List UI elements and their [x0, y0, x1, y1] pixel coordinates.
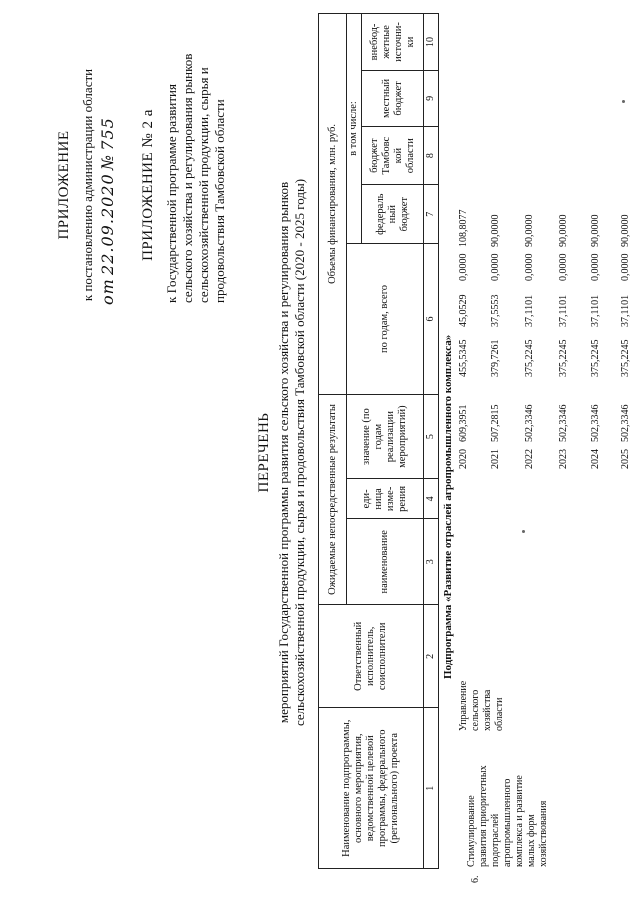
- header-col1: Наименование подпрограммы, основного мероприятия, ведомственной целевой программы, федерального (регионального) проекта: [319, 708, 424, 869]
- total-cell: 609,3951: [458, 404, 469, 442]
- col-number: 6: [424, 244, 439, 395]
- total-cell: 502,3346: [524, 404, 535, 442]
- header-col2: Ответственный исполнитель, соисполнители: [319, 605, 424, 708]
- col-number: 5: [424, 394, 439, 478]
- annex2-line: продовольствия Тамбовской области: [212, 99, 227, 303]
- annex2-line: сельского хозяйства и регулирования рынков: [180, 53, 195, 303]
- local-cell: 0,0000: [620, 253, 631, 281]
- row-executor: Управление сельского хозяйства области: [458, 680, 505, 731]
- annex2-line: сельскохозяйственной продукции, сырья и: [196, 67, 211, 303]
- date-handwritten: 22.09.2020: [98, 173, 117, 275]
- date-prefix: от: [98, 278, 117, 305]
- annex2-lines: [164, 13, 228, 303]
- year-cell: 2020: [458, 449, 469, 469]
- row-number: 6.: [470, 875, 481, 883]
- subprogram-title: Подпрограмма «Развитие отраслей агропромышленного комплекса»: [442, 334, 454, 679]
- federal-cell: 375,2245: [590, 339, 601, 377]
- year-cell: 2021: [490, 449, 501, 469]
- header-col7: федераль ный бюджет: [362, 185, 424, 244]
- header-col6: по годам, всего: [347, 244, 424, 395]
- federal-cell: 375,2245: [524, 339, 535, 377]
- total-cell: 507,2815: [490, 404, 501, 442]
- extra-cell: 90,0000: [524, 214, 535, 247]
- col-number: 7: [424, 185, 439, 244]
- header-col3: наименование: [347, 519, 424, 605]
- row-name: Стимулирование развития приоритетных подотраслей агропромышленного комплекса и развитие малых форм хозяйствования: [466, 765, 549, 867]
- list-title: ПЕРЕЧЕНЬ: [256, 412, 272, 493]
- regional-cell: 37,1101: [590, 294, 601, 327]
- header-col10: внебюд- жетные источни- ки: [362, 14, 424, 71]
- extra-cell: 90,0000: [620, 214, 631, 247]
- scan-dot: [622, 100, 625, 103]
- col-number: 10: [424, 14, 439, 71]
- header-col4: еди- ница изме- рения: [347, 479, 424, 519]
- local-cell: 0,0000: [558, 253, 569, 281]
- regional-cell: 37,1101: [558, 294, 569, 327]
- col-number: 2: [424, 605, 439, 708]
- total-cell: 502,3346: [558, 404, 569, 442]
- year-cell: 2025: [620, 449, 631, 469]
- annex-title: ПРИЛОЖЕНИЕ: [56, 130, 72, 240]
- col-number: 3: [424, 519, 439, 605]
- regional-cell: 37,5553: [490, 294, 501, 327]
- extra-cell: 90,0000: [590, 214, 601, 247]
- federal-cell: 375,2245: [558, 339, 569, 377]
- number-prefix: №: [98, 153, 117, 171]
- local-cell: 0,0000: [458, 253, 469, 281]
- annex2-line: к Государственной программе развития: [164, 84, 179, 303]
- extra-cell: 90,0000: [558, 214, 569, 247]
- header-including: в том числе:: [347, 14, 362, 244]
- header-col8: бюджет Тамбовс кой области: [362, 126, 424, 184]
- col-number: 8: [424, 126, 439, 184]
- header-col9: местный бюджет: [362, 70, 424, 126]
- list-subtitle-2: сельскохозяйственной продукции, сырья и продовольствия Тамбовской области (2020 - 2025 годы): [292, 178, 307, 727]
- local-cell: 0,0000: [490, 253, 501, 281]
- number-handwritten: 755: [98, 117, 117, 151]
- local-cell: 0,0000: [524, 253, 535, 281]
- list-subtitle-1: мероприятий Государственной программы развития сельского хозяйства и регулирования рынков: [276, 181, 291, 724]
- col-number: 4: [424, 479, 439, 519]
- total-cell: 502,3346: [590, 404, 601, 442]
- regional-cell: 37,1101: [620, 294, 631, 327]
- extra-cell: 90,0000: [490, 214, 501, 247]
- annex-line1: к постановлению администрации области: [80, 68, 95, 302]
- regional-cell: 37,1101: [524, 294, 535, 327]
- col-number: 9: [424, 70, 439, 126]
- local-cell: 0,0000: [590, 253, 601, 281]
- extra-cell: 108,8077: [458, 209, 469, 247]
- federal-cell: 455,5345: [458, 339, 469, 377]
- total-cell: 502,3346: [620, 404, 631, 442]
- header-expected-results: Ожидаемые непосредственные результаты: [319, 394, 347, 604]
- header-funding: Объемы финансирования, млн. руб.: [319, 14, 347, 395]
- col-number: 1: [424, 708, 439, 869]
- year-cell: 2023: [558, 449, 569, 469]
- year-cell: 2024: [590, 449, 601, 469]
- scan-dot: [522, 530, 525, 533]
- federal-cell: 375,2245: [620, 339, 631, 377]
- header-col5: значение (по годам реализации мероприятий): [347, 394, 424, 478]
- annex-date-line: [100, 25, 117, 305]
- year-cell: 2022: [524, 449, 535, 469]
- funding-table-header: [318, 13, 439, 869]
- regional-cell: 45,0529: [458, 294, 469, 327]
- annex2-title: ПРИЛОЖЕНИЕ № 2 а: [140, 109, 156, 261]
- federal-cell: 379,7261: [490, 339, 501, 377]
